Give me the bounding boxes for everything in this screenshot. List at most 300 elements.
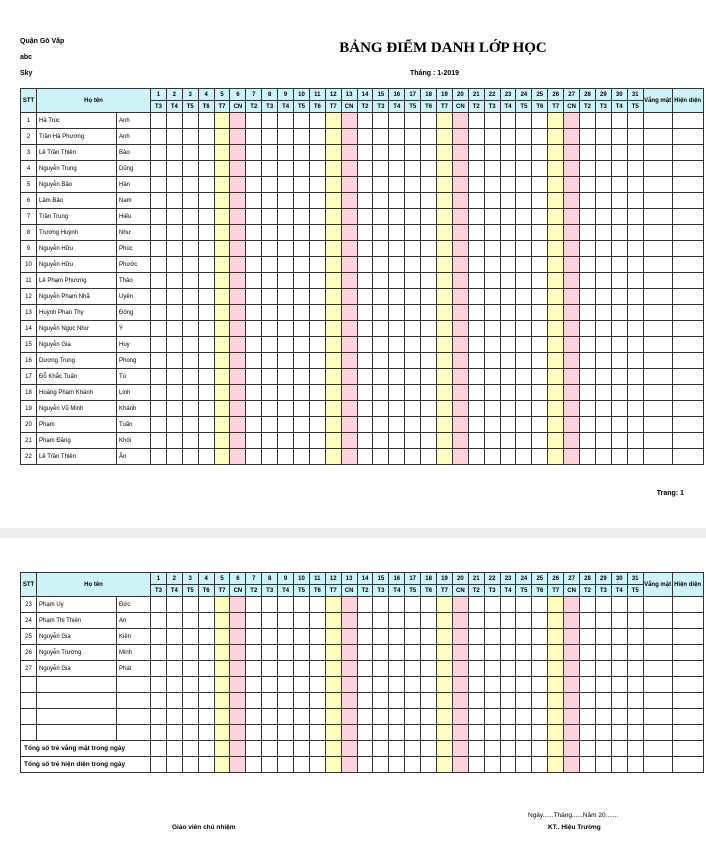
attendance-cell[interactable]	[166, 597, 182, 613]
attendance-cell[interactable]	[294, 129, 310, 145]
attendance-cell[interactable]	[214, 337, 230, 353]
attendance-cell[interactable]	[437, 209, 453, 225]
attendance-cell[interactable]	[580, 305, 596, 321]
summary-cell[interactable]	[548, 741, 564, 757]
attendance-cell[interactable]	[468, 337, 484, 353]
attendance-cell[interactable]	[230, 289, 246, 305]
attendance-cell[interactable]	[580, 113, 596, 129]
summary-cell[interactable]	[421, 741, 437, 757]
attendance-cell[interactable]	[325, 597, 341, 613]
attendance-cell[interactable]	[468, 129, 484, 145]
attendance-cell[interactable]	[341, 273, 357, 289]
attendance-cell[interactable]	[627, 693, 643, 709]
attendance-cell[interactable]	[166, 433, 182, 449]
summary-cell[interactable]	[309, 741, 325, 757]
attendance-cell[interactable]	[611, 337, 627, 353]
attendance-cell[interactable]	[627, 257, 643, 273]
attendance-cell[interactable]	[357, 433, 373, 449]
attendance-cell[interactable]	[548, 597, 564, 613]
attendance-cell[interactable]	[611, 209, 627, 225]
attendance-cell[interactable]	[500, 225, 516, 241]
attendance-cell[interactable]	[278, 385, 294, 401]
attendance-cell[interactable]	[548, 225, 564, 241]
attendance-cell[interactable]	[230, 273, 246, 289]
summary-cell[interactable]	[484, 757, 500, 773]
attendance-cell[interactable]	[437, 709, 453, 725]
attendance-cell[interactable]	[262, 225, 278, 241]
attendance-cell[interactable]	[532, 353, 548, 369]
attendance-cell[interactable]	[421, 645, 437, 661]
attendance-cell[interactable]	[357, 289, 373, 305]
attendance-cell[interactable]	[214, 385, 230, 401]
attendance-cell[interactable]	[309, 661, 325, 677]
attendance-cell[interactable]	[405, 177, 421, 193]
attendance-cell[interactable]	[325, 177, 341, 193]
attendance-cell[interactable]	[151, 693, 167, 709]
attendance-cell[interactable]	[166, 257, 182, 273]
absent-total-cell[interactable]	[643, 629, 672, 645]
attendance-cell[interactable]	[309, 241, 325, 257]
attendance-cell[interactable]	[309, 645, 325, 661]
present-total-cell[interactable]	[672, 385, 703, 401]
summary-cell[interactable]	[309, 757, 325, 773]
summary-cell[interactable]	[611, 741, 627, 757]
attendance-cell[interactable]	[484, 161, 500, 177]
attendance-cell[interactable]	[230, 369, 246, 385]
attendance-cell[interactable]	[341, 241, 357, 257]
attendance-cell[interactable]	[262, 321, 278, 337]
absent-total-cell[interactable]	[643, 225, 672, 241]
summary-cell[interactable]	[516, 741, 532, 757]
attendance-cell[interactable]	[198, 597, 214, 613]
attendance-cell[interactable]	[611, 709, 627, 725]
attendance-cell[interactable]	[548, 289, 564, 305]
attendance-cell[interactable]	[309, 693, 325, 709]
attendance-cell[interactable]	[500, 725, 516, 741]
attendance-cell[interactable]	[532, 417, 548, 433]
summary-cell[interactable]	[373, 741, 389, 757]
attendance-cell[interactable]	[230, 209, 246, 225]
summary-cell[interactable]	[214, 757, 230, 773]
attendance-cell[interactable]	[151, 257, 167, 273]
attendance-cell[interactable]	[278, 193, 294, 209]
attendance-cell[interactable]	[564, 257, 580, 273]
attendance-cell[interactable]	[294, 193, 310, 209]
attendance-cell[interactable]	[262, 161, 278, 177]
attendance-cell[interactable]	[405, 449, 421, 465]
attendance-cell[interactable]	[548, 273, 564, 289]
summary-cell[interactable]	[373, 757, 389, 773]
attendance-cell[interactable]	[611, 725, 627, 741]
attendance-cell[interactable]	[214, 417, 230, 433]
attendance-cell[interactable]	[389, 709, 405, 725]
attendance-cell[interactable]	[294, 321, 310, 337]
attendance-cell[interactable]	[198, 353, 214, 369]
attendance-cell[interactable]	[421, 661, 437, 677]
attendance-cell[interactable]	[325, 289, 341, 305]
attendance-cell[interactable]	[611, 161, 627, 177]
attendance-cell[interactable]	[627, 289, 643, 305]
attendance-cell[interactable]	[468, 321, 484, 337]
attendance-cell[interactable]	[151, 677, 167, 693]
attendance-cell[interactable]	[452, 449, 468, 465]
attendance-cell[interactable]	[341, 613, 357, 629]
present-total-cell[interactable]	[672, 401, 703, 417]
attendance-cell[interactable]	[516, 113, 532, 129]
attendance-cell[interactable]	[500, 401, 516, 417]
absent-total-cell[interactable]	[643, 645, 672, 661]
attendance-cell[interactable]	[500, 677, 516, 693]
attendance-cell[interactable]	[325, 113, 341, 129]
attendance-cell[interactable]	[468, 177, 484, 193]
attendance-cell[interactable]	[309, 321, 325, 337]
attendance-cell[interactable]	[437, 725, 453, 741]
absent-total-cell[interactable]	[643, 385, 672, 401]
absent-total-cell[interactable]	[643, 369, 672, 385]
attendance-cell[interactable]	[516, 161, 532, 177]
attendance-cell[interactable]	[166, 677, 182, 693]
attendance-cell[interactable]	[405, 645, 421, 661]
attendance-cell[interactable]	[484, 129, 500, 145]
attendance-cell[interactable]	[437, 417, 453, 433]
attendance-cell[interactable]	[198, 449, 214, 465]
attendance-cell[interactable]	[182, 597, 198, 613]
attendance-cell[interactable]	[421, 257, 437, 273]
attendance-cell[interactable]	[468, 193, 484, 209]
attendance-cell[interactable]	[564, 193, 580, 209]
attendance-cell[interactable]	[468, 385, 484, 401]
attendance-cell[interactable]	[309, 257, 325, 273]
attendance-cell[interactable]	[214, 289, 230, 305]
attendance-cell[interactable]	[595, 709, 611, 725]
attendance-cell[interactable]	[564, 289, 580, 305]
attendance-cell[interactable]	[373, 613, 389, 629]
attendance-cell[interactable]	[580, 401, 596, 417]
attendance-cell[interactable]	[341, 385, 357, 401]
attendance-cell[interactable]	[500, 449, 516, 465]
attendance-cell[interactable]	[405, 145, 421, 161]
absent-total-cell[interactable]	[643, 401, 672, 417]
attendance-cell[interactable]	[309, 225, 325, 241]
attendance-cell[interactable]	[182, 433, 198, 449]
attendance-cell[interactable]	[341, 129, 357, 145]
attendance-cell[interactable]	[595, 305, 611, 321]
attendance-cell[interactable]	[151, 401, 167, 417]
attendance-cell[interactable]	[437, 225, 453, 241]
attendance-cell[interactable]	[484, 193, 500, 209]
summary-cell[interactable]	[357, 757, 373, 773]
attendance-cell[interactable]	[500, 305, 516, 321]
attendance-cell[interactable]	[182, 661, 198, 677]
attendance-cell[interactable]	[595, 225, 611, 241]
attendance-cell[interactable]	[151, 353, 167, 369]
attendance-cell[interactable]	[452, 661, 468, 677]
attendance-cell[interactable]	[500, 129, 516, 145]
attendance-cell[interactable]	[198, 321, 214, 337]
attendance-cell[interactable]	[294, 417, 310, 433]
attendance-cell[interactable]	[357, 257, 373, 273]
attendance-cell[interactable]	[373, 161, 389, 177]
attendance-cell[interactable]	[151, 449, 167, 465]
attendance-cell[interactable]	[166, 321, 182, 337]
attendance-cell[interactable]	[230, 257, 246, 273]
attendance-cell[interactable]	[452, 113, 468, 129]
attendance-cell[interactable]	[246, 193, 262, 209]
summary-present-cell[interactable]	[672, 741, 703, 757]
attendance-cell[interactable]	[325, 161, 341, 177]
attendance-cell[interactable]	[548, 321, 564, 337]
attendance-cell[interactable]	[198, 725, 214, 741]
attendance-cell[interactable]	[405, 369, 421, 385]
attendance-cell[interactable]	[595, 417, 611, 433]
attendance-cell[interactable]	[500, 369, 516, 385]
attendance-cell[interactable]	[246, 161, 262, 177]
attendance-cell[interactable]	[484, 257, 500, 273]
absent-total-cell[interactable]	[643, 241, 672, 257]
attendance-cell[interactable]	[595, 597, 611, 613]
attendance-cell[interactable]	[452, 629, 468, 645]
attendance-cell[interactable]	[325, 433, 341, 449]
summary-cell[interactable]	[389, 741, 405, 757]
attendance-cell[interactable]	[357, 645, 373, 661]
attendance-cell[interactable]	[627, 241, 643, 257]
attendance-cell[interactable]	[564, 113, 580, 129]
attendance-cell[interactable]	[357, 113, 373, 129]
attendance-cell[interactable]	[452, 353, 468, 369]
attendance-cell[interactable]	[325, 369, 341, 385]
attendance-cell[interactable]	[294, 369, 310, 385]
attendance-cell[interactable]	[325, 401, 341, 417]
attendance-cell[interactable]	[405, 193, 421, 209]
attendance-cell[interactable]	[405, 725, 421, 741]
attendance-cell[interactable]	[548, 257, 564, 273]
summary-cell[interactable]	[246, 741, 262, 757]
attendance-cell[interactable]	[627, 645, 643, 661]
attendance-cell[interactable]	[611, 401, 627, 417]
attendance-cell[interactable]	[294, 337, 310, 353]
attendance-cell[interactable]	[484, 725, 500, 741]
attendance-cell[interactable]	[468, 273, 484, 289]
attendance-cell[interactable]	[548, 305, 564, 321]
attendance-cell[interactable]	[484, 321, 500, 337]
attendance-cell[interactable]	[421, 629, 437, 645]
attendance-cell[interactable]	[516, 145, 532, 161]
attendance-cell[interactable]	[182, 305, 198, 321]
attendance-cell[interactable]	[484, 353, 500, 369]
attendance-cell[interactable]	[262, 369, 278, 385]
attendance-cell[interactable]	[166, 417, 182, 433]
attendance-cell[interactable]	[437, 113, 453, 129]
attendance-cell[interactable]	[262, 193, 278, 209]
attendance-cell[interactable]	[151, 661, 167, 677]
attendance-cell[interactable]	[262, 177, 278, 193]
attendance-cell[interactable]	[452, 241, 468, 257]
attendance-cell[interactable]	[246, 177, 262, 193]
absent-total-cell[interactable]	[643, 257, 672, 273]
attendance-cell[interactable]	[198, 225, 214, 241]
attendance-cell[interactable]	[214, 209, 230, 225]
attendance-cell[interactable]	[452, 177, 468, 193]
attendance-cell[interactable]	[595, 401, 611, 417]
summary-cell[interactable]	[627, 741, 643, 757]
attendance-cell[interactable]	[548, 613, 564, 629]
attendance-cell[interactable]	[452, 369, 468, 385]
attendance-cell[interactable]	[214, 353, 230, 369]
present-total-cell[interactable]	[672, 613, 703, 629]
attendance-cell[interactable]	[437, 369, 453, 385]
attendance-cell[interactable]	[151, 597, 167, 613]
attendance-cell[interactable]	[468, 613, 484, 629]
attendance-cell[interactable]	[262, 305, 278, 321]
attendance-cell[interactable]	[611, 257, 627, 273]
attendance-cell[interactable]	[611, 449, 627, 465]
attendance-cell[interactable]	[468, 449, 484, 465]
attendance-cell[interactable]	[357, 661, 373, 677]
attendance-cell[interactable]	[198, 305, 214, 321]
attendance-cell[interactable]	[484, 661, 500, 677]
attendance-cell[interactable]	[230, 597, 246, 613]
attendance-cell[interactable]	[325, 677, 341, 693]
attendance-cell[interactable]	[564, 401, 580, 417]
attendance-cell[interactable]	[548, 161, 564, 177]
absent-total-cell[interactable]	[643, 193, 672, 209]
present-total-cell[interactable]	[672, 321, 703, 337]
attendance-cell[interactable]	[452, 209, 468, 225]
attendance-cell[interactable]	[309, 273, 325, 289]
attendance-cell[interactable]	[437, 597, 453, 613]
attendance-cell[interactable]	[278, 645, 294, 661]
attendance-cell[interactable]	[198, 401, 214, 417]
attendance-cell[interactable]	[564, 693, 580, 709]
attendance-cell[interactable]	[309, 613, 325, 629]
attendance-cell[interactable]	[389, 305, 405, 321]
absent-total-cell[interactable]	[643, 145, 672, 161]
attendance-cell[interactable]	[214, 129, 230, 145]
attendance-cell[interactable]	[595, 273, 611, 289]
attendance-cell[interactable]	[437, 337, 453, 353]
attendance-cell[interactable]	[595, 693, 611, 709]
attendance-cell[interactable]	[580, 645, 596, 661]
attendance-cell[interactable]	[532, 433, 548, 449]
attendance-cell[interactable]	[198, 385, 214, 401]
attendance-cell[interactable]	[198, 289, 214, 305]
attendance-cell[interactable]	[500, 629, 516, 645]
attendance-cell[interactable]	[357, 305, 373, 321]
attendance-cell[interactable]	[262, 289, 278, 305]
attendance-cell[interactable]	[500, 613, 516, 629]
attendance-cell[interactable]	[421, 193, 437, 209]
attendance-cell[interactable]	[405, 129, 421, 145]
summary-cell[interactable]	[198, 741, 214, 757]
attendance-cell[interactable]	[516, 629, 532, 645]
attendance-cell[interactable]	[389, 369, 405, 385]
present-total-cell[interactable]	[672, 289, 703, 305]
attendance-cell[interactable]	[452, 273, 468, 289]
attendance-cell[interactable]	[405, 661, 421, 677]
attendance-cell[interactable]	[484, 417, 500, 433]
attendance-cell[interactable]	[389, 257, 405, 273]
attendance-cell[interactable]	[325, 241, 341, 257]
attendance-cell[interactable]	[357, 241, 373, 257]
attendance-cell[interactable]	[564, 273, 580, 289]
attendance-cell[interactable]	[278, 241, 294, 257]
attendance-cell[interactable]	[198, 145, 214, 161]
absent-total-cell[interactable]	[643, 337, 672, 353]
attendance-cell[interactable]	[389, 613, 405, 629]
absent-total-cell[interactable]	[643, 433, 672, 449]
attendance-cell[interactable]	[166, 353, 182, 369]
attendance-cell[interactable]	[341, 725, 357, 741]
attendance-cell[interactable]	[294, 401, 310, 417]
attendance-cell[interactable]	[341, 305, 357, 321]
attendance-cell[interactable]	[452, 613, 468, 629]
attendance-cell[interactable]	[166, 209, 182, 225]
attendance-cell[interactable]	[278, 209, 294, 225]
attendance-cell[interactable]	[262, 645, 278, 661]
attendance-cell[interactable]	[548, 661, 564, 677]
present-total-cell[interactable]	[672, 417, 703, 433]
attendance-cell[interactable]	[278, 337, 294, 353]
attendance-cell[interactable]	[309, 677, 325, 693]
attendance-cell[interactable]	[484, 693, 500, 709]
attendance-cell[interactable]	[373, 709, 389, 725]
attendance-cell[interactable]	[214, 401, 230, 417]
present-total-cell[interactable]	[672, 597, 703, 613]
attendance-cell[interactable]	[151, 145, 167, 161]
attendance-cell[interactable]	[278, 725, 294, 741]
attendance-cell[interactable]	[325, 225, 341, 241]
attendance-cell[interactable]	[516, 597, 532, 613]
attendance-cell[interactable]	[564, 629, 580, 645]
attendance-cell[interactable]	[516, 433, 532, 449]
attendance-cell[interactable]	[166, 725, 182, 741]
summary-cell[interactable]	[341, 741, 357, 757]
attendance-cell[interactable]	[405, 353, 421, 369]
attendance-cell[interactable]	[309, 289, 325, 305]
attendance-cell[interactable]	[151, 193, 167, 209]
attendance-cell[interactable]	[595, 353, 611, 369]
attendance-cell[interactable]	[294, 353, 310, 369]
attendance-cell[interactable]	[595, 613, 611, 629]
attendance-cell[interactable]	[548, 725, 564, 741]
attendance-cell[interactable]	[166, 113, 182, 129]
attendance-cell[interactable]	[246, 225, 262, 241]
attendance-cell[interactable]	[564, 417, 580, 433]
attendance-cell[interactable]	[468, 209, 484, 225]
attendance-cell[interactable]	[214, 597, 230, 613]
attendance-cell[interactable]	[151, 273, 167, 289]
attendance-cell[interactable]	[468, 401, 484, 417]
attendance-cell[interactable]	[198, 193, 214, 209]
attendance-cell[interactable]	[564, 449, 580, 465]
attendance-cell[interactable]	[564, 209, 580, 225]
attendance-cell[interactable]	[611, 677, 627, 693]
attendance-cell[interactable]	[468, 289, 484, 305]
attendance-cell[interactable]	[627, 305, 643, 321]
attendance-cell[interactable]	[580, 353, 596, 369]
attendance-cell[interactable]	[166, 129, 182, 145]
attendance-cell[interactable]	[341, 369, 357, 385]
attendance-cell[interactable]	[548, 709, 564, 725]
absent-total-cell[interactable]	[643, 613, 672, 629]
attendance-cell[interactable]	[405, 337, 421, 353]
attendance-cell[interactable]	[627, 385, 643, 401]
present-total-cell[interactable]	[672, 305, 703, 321]
attendance-cell[interactable]	[230, 725, 246, 741]
attendance-cell[interactable]	[373, 321, 389, 337]
attendance-cell[interactable]	[421, 597, 437, 613]
attendance-cell[interactable]	[437, 305, 453, 321]
